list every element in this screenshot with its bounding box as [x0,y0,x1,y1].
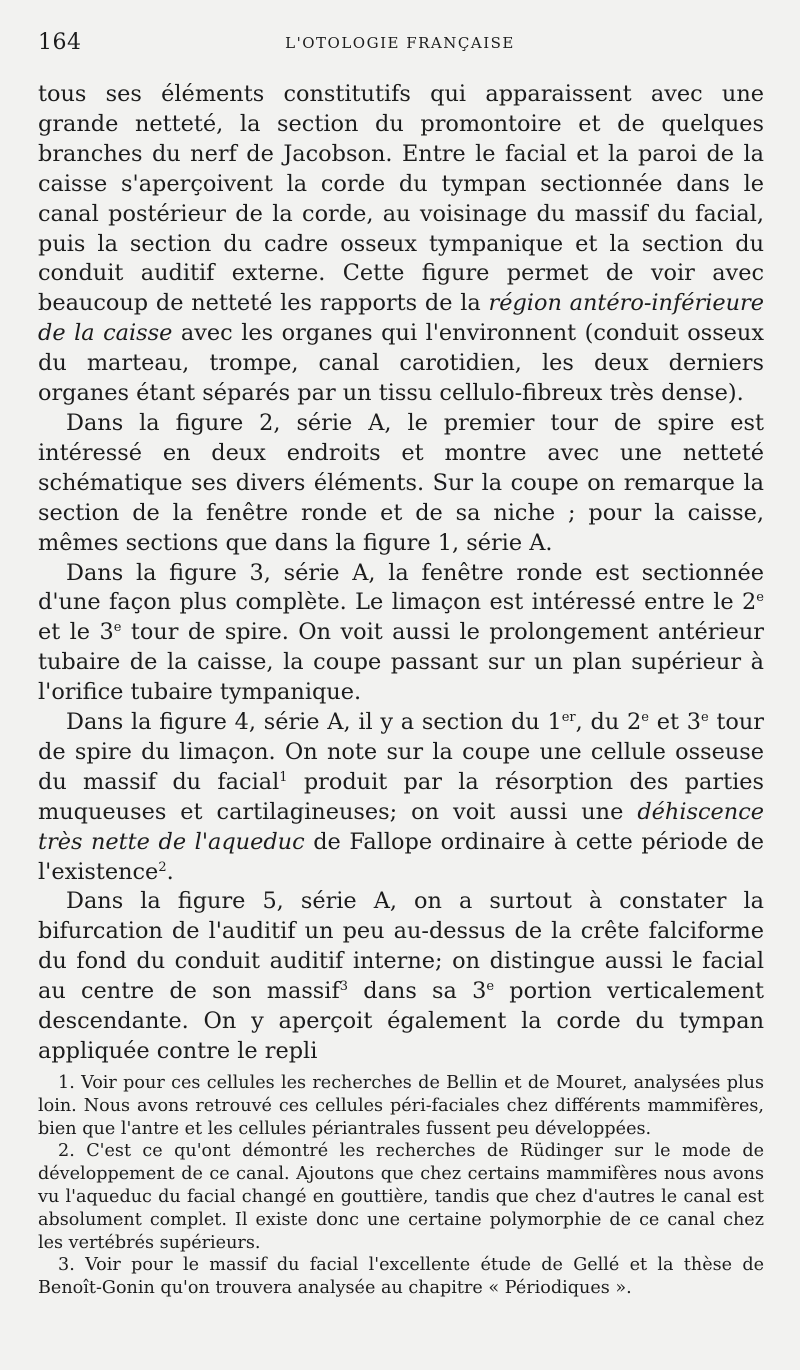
text-run: portion verticalement descendante. On y aperçoit également la corde du tympan appliquée contre le repli [38,978,765,1064]
page-number: 164 [38,30,82,55]
running-title: L'OTOLOGIE FRANÇAISE [285,34,515,52]
text-run: Dans la figure 4, série A, il y a section du 1 [66,709,562,736]
text-run: Dans la figure 5, série A, on a surtout à constater la bifurcation de l'auditif un peu au-dessus de la crête falciforme du fond du conduit auditif interne; on distingue aussi le facial au centre de son massif [38,888,764,1005]
superscript: e [113,620,122,636]
paragraph [38,80,764,409]
text-run: tour de spire du limaçon. On note sur la coupe une cellule osseuse du massif du facial [38,709,764,795]
superscript: 3 [339,979,349,995]
footnote-1: 1. Voir pour ces cellules les recherches de Bellin et de Mouret, analysées plus loin. Nous avons retrouvé ces cellules péri-faciales chez différents mammifères, bien que l'antre et les cellules périantrales fussent peu développées. [38,1073,764,1139]
text-run: Dans la figure 2, série A, le premier tour de spire est intéressé en deux endroits et montre avec une netteté schématique ses divers éléments. Sur la coupe on remarque la section de la fenêtre ronde et de sa niche ; pour la caisse, mêmes sections que dans la figure 1, série A. [38,409,764,556]
text-run: , du 2 [575,709,642,736]
text-run: et le 3 [38,619,114,646]
text-run: dans sa 3 [348,978,487,1005]
paragraph [38,559,764,709]
superscript: 1 [279,769,288,785]
superscript: e [486,979,495,995]
superscript: 2 [158,859,167,875]
footnotes [38,1072,764,1300]
text-run: de Fallope ordinaire à cette période de l'existence [38,828,764,885]
text-run: tour de spire. On voit aussi le prolongement antérieur tubaire de la caisse, la coupe passant sur un plan supérieur à l'orifice tubaire tympanique. [38,619,764,706]
superscript: e [641,710,649,726]
superscript: e [756,590,764,606]
footnote-2: 2. C'est ce qu'ont démontré les recherches de Rüdinger sur le mode de développement de ce canal. Ajoutons que chez certains mammifères nous avons vu l'aqueduc du facial changé en gouttière, tandis que chez d'autres le canal est absolument complet. Il existe donc une certaine polymorphie de ce canal chez les vertébrés supérieurs. [38,1141,764,1253]
italic-phrase: déhiscence très nette de l'aqueduc [38,798,764,855]
paragraph [38,887,764,1066]
text-run: avec les organes qui l'environnent (conduit osseux du marteau, trompe, canal carotidien, les deux derniers organes étant séparés par un tissu cellulo-fibreux très dense). [38,320,764,407]
text-run: tous ses éléments constitutifs qui apparaissent avec une grande netteté, la section du promontoire et de quelques branches du nerf de Jacobson. Entre le facial et la paroi de la caisse s'aperçoivent la corde du tympan sectionnée dans le canal postérieur de la corde, au voisinage du massif du facial, puis la section du cadre osseux tympanique et la section du conduit auditif externe. Cette figure permet de voir avec beaucoup de netteté les rapports de la [38,81,764,317]
paragraph [38,409,764,559]
text-run: . [166,858,174,885]
text-run: produit par la résorption des parties muqueuses et cartilagineuses; on voit aussi une [38,768,764,825]
italic-phrase: région antéro-inférieure de la caisse [38,290,764,347]
page-header [38,30,762,60]
footnote-3: 3. Voir pour le massif du facial l'excellente étude de Gellé et la thèse de Benoît-Gonin qu'on trouvera analysée au chapitre « Périodiques ». [38,1255,764,1299]
superscript: er [561,710,576,726]
superscript: e [700,710,709,726]
text-run: et 3 [648,709,701,736]
text-run: Dans la figure 3, série A, la fenêtre ronde est sectionnée d'une façon plus complète. Le limaçon est intéressé entre le 2 [38,559,764,616]
paragraph [38,708,764,887]
body-text [38,80,764,1067]
